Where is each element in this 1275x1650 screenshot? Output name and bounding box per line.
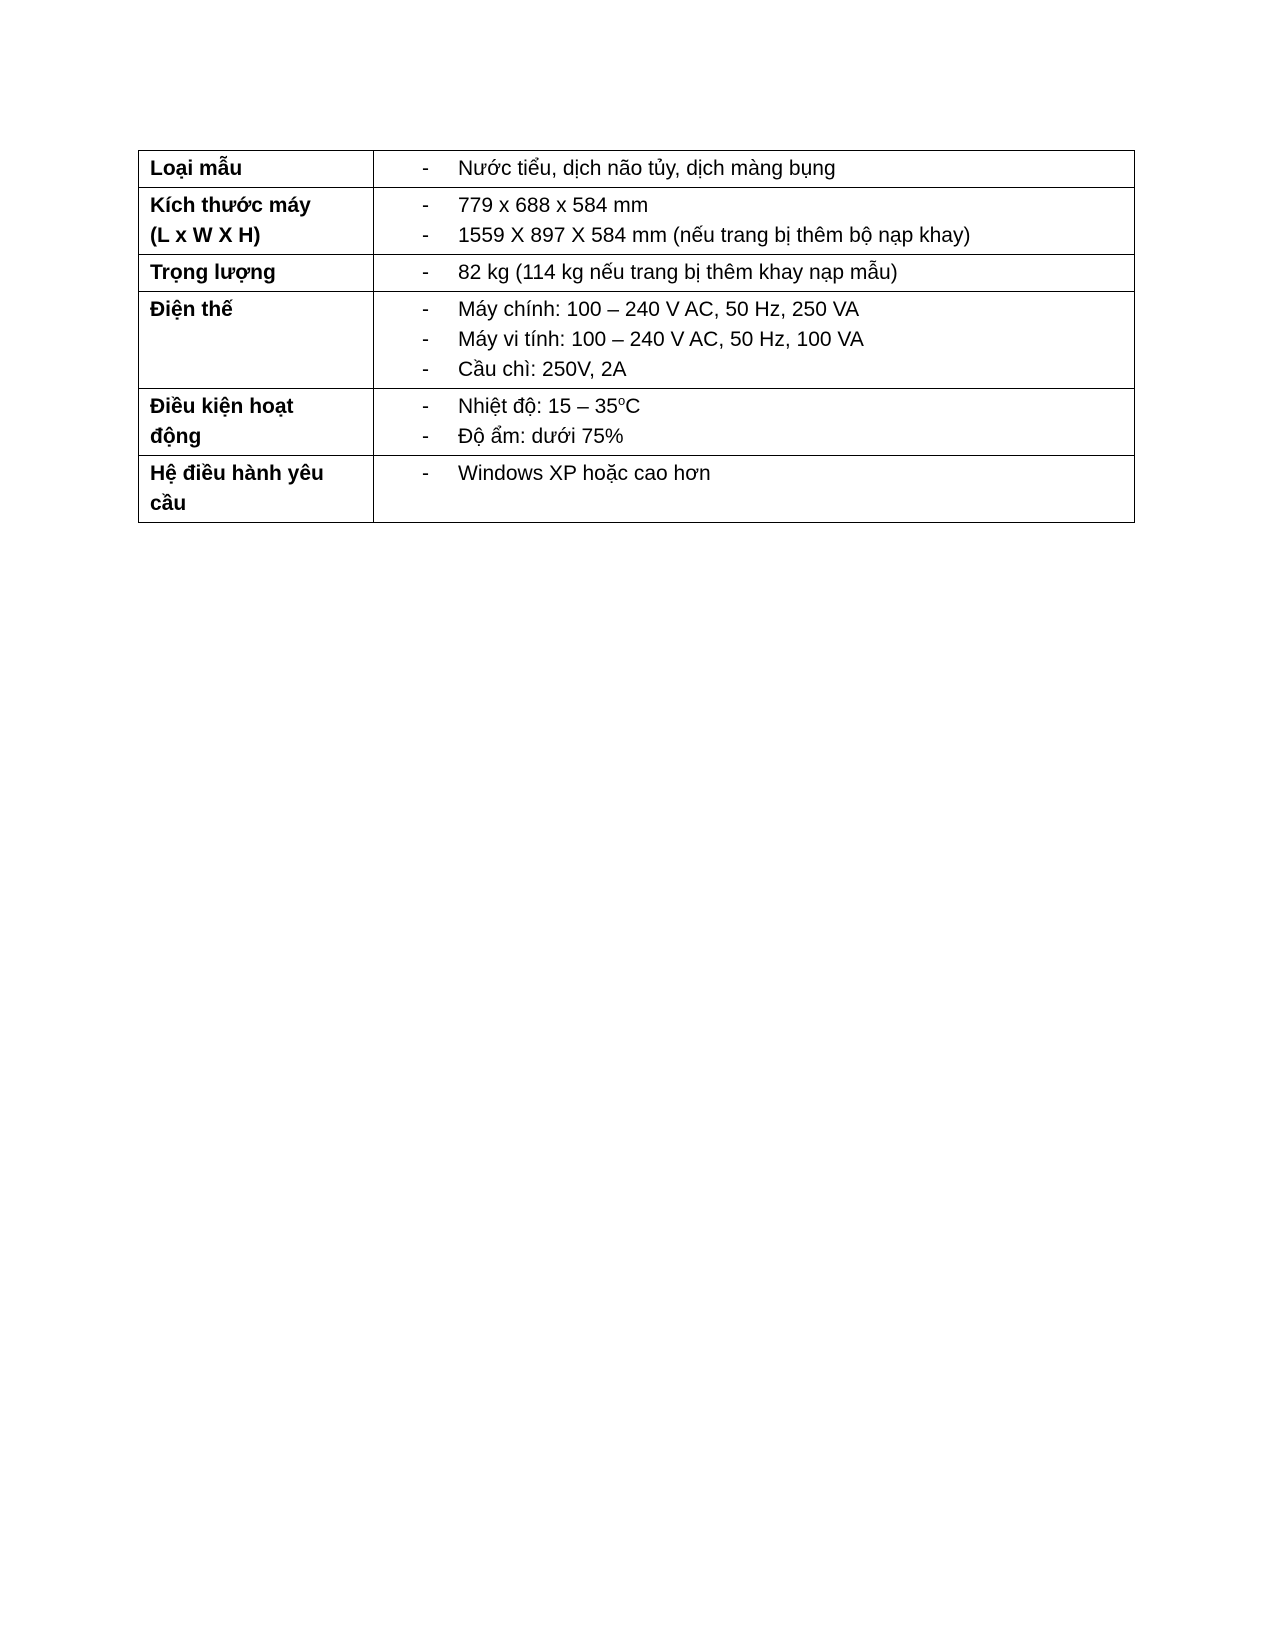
spec-value-text: 779 x 688 x 584 mm xyxy=(458,194,649,217)
list-item xyxy=(374,422,1126,452)
spec-label-text: cầu xyxy=(150,492,187,515)
spec-value-text: Máy vi tính: 100 – 240 V AC, 50 Hz, 100 VA xyxy=(458,328,864,351)
bullet-dash: - xyxy=(422,194,429,217)
celsius-unit: C xyxy=(625,395,641,418)
list-item xyxy=(374,355,1126,385)
bullet-dash: - xyxy=(422,224,429,247)
bullet-dash: - xyxy=(422,261,429,284)
list-item xyxy=(374,221,1126,251)
spec-label xyxy=(139,255,374,292)
spec-value xyxy=(374,456,1135,523)
list-item xyxy=(374,392,1126,422)
spec-label xyxy=(139,292,374,389)
spec-label xyxy=(139,151,374,188)
spec-value xyxy=(374,151,1135,188)
bullet-dash: - xyxy=(422,358,429,381)
list-item xyxy=(374,154,1126,184)
spec-label-text: Trọng lượng xyxy=(150,261,276,284)
specification-table xyxy=(138,150,1135,523)
spec-value-text: Cầu chì: 250V, 2A xyxy=(458,358,627,381)
spec-value xyxy=(374,188,1135,255)
spec-label-text: (L x W X H) xyxy=(150,224,261,247)
table-row xyxy=(139,151,1135,188)
table-row xyxy=(139,255,1135,292)
list-item xyxy=(374,459,1126,489)
bullet-dash: - xyxy=(422,298,429,321)
spec-label-text: động xyxy=(150,425,202,448)
spec-value xyxy=(374,389,1135,456)
spec-value-text: Nước tiểu, dịch não tủy, dịch màng bụng xyxy=(458,157,836,180)
list-item xyxy=(374,325,1126,355)
table-row xyxy=(139,188,1135,255)
degree-superscript: o xyxy=(617,393,626,408)
bullet-dash: - xyxy=(422,157,429,180)
spec-label-text: Điện thế xyxy=(150,298,233,321)
list-item xyxy=(374,191,1126,221)
bullet-dash: - xyxy=(422,328,429,351)
list-item xyxy=(374,258,1126,288)
spec-label-text: Hệ điều hành yêu xyxy=(150,462,324,485)
spec-value-text: Windows XP hoặc cao hơn xyxy=(458,462,711,485)
spec-value-text: Độ ẩm: dưới 75% xyxy=(458,425,624,448)
table-row xyxy=(139,389,1135,456)
list-item xyxy=(374,295,1126,325)
bullet-dash: - xyxy=(422,395,429,418)
spec-value xyxy=(374,255,1135,292)
spec-label-text: Kích thước máy xyxy=(150,194,311,217)
spec-value-text: Máy chính: 100 – 240 V AC, 50 Hz, 250 VA xyxy=(458,298,860,321)
spec-label xyxy=(139,389,374,456)
table-row xyxy=(139,292,1135,389)
table-row xyxy=(139,456,1135,523)
spec-label-text: Loại mẫu xyxy=(150,157,243,180)
spec-label xyxy=(139,456,374,523)
spec-value-text: 1559 X 897 X 584 mm (nếu trang bị thêm bộ nạp khay) xyxy=(458,224,971,247)
spec-label xyxy=(139,188,374,255)
spec-label-text: Điều kiện hoạt xyxy=(150,395,294,418)
bullet-dash: - xyxy=(422,462,429,485)
spec-value-text xyxy=(458,392,640,422)
spec-value xyxy=(374,292,1135,389)
spec-value-text: 82 kg (114 kg nếu trang bị thêm khay nạp mẫu) xyxy=(458,261,898,284)
temperature-text: Nhiệt độ: 15 – 35 xyxy=(458,395,618,418)
bullet-dash: - xyxy=(422,425,429,448)
